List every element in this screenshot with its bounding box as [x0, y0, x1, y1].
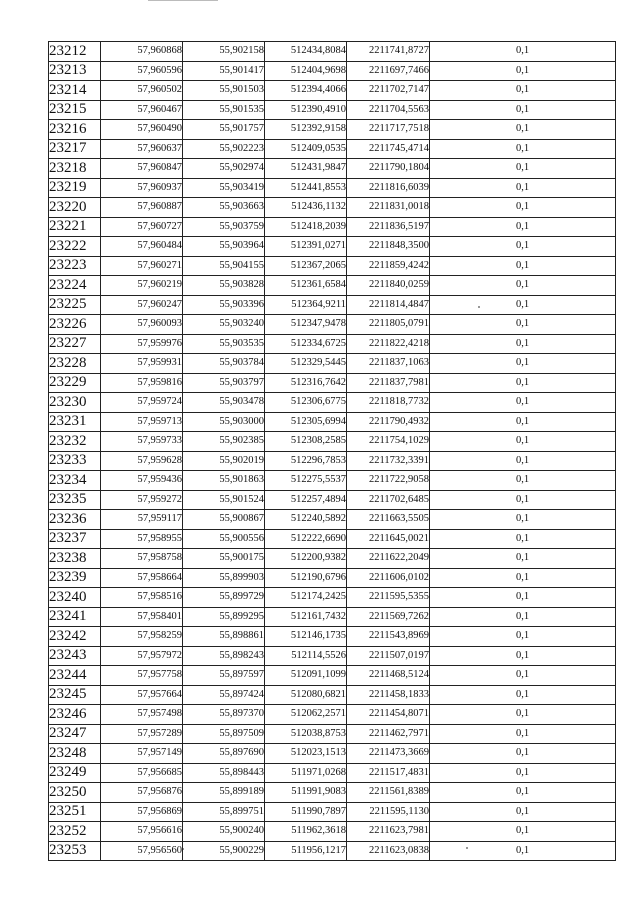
y-coordinate-cell: 2211816,6039 — [347, 178, 430, 198]
point-number-cell: 23230 — [49, 393, 101, 413]
y-coordinate-cell: 2211702,7147 — [347, 81, 430, 101]
x-coordinate-cell: 512316,7642 — [265, 373, 347, 393]
y-coordinate-cell: 2211848,3500 — [347, 237, 430, 257]
table-row — [49, 666, 616, 686]
x-coordinate-cell: 512364,9211 — [265, 295, 347, 315]
x-coordinate-cell: 512391,0271 — [265, 237, 347, 257]
table-row — [49, 510, 616, 530]
table-row — [49, 783, 616, 803]
latitude-cell: 57,960467 — [101, 100, 183, 120]
y-coordinate-cell: 2211754,1029 — [347, 432, 430, 452]
x-coordinate-cell: 512361,6584 — [265, 276, 347, 296]
longitude-cell: 55,899189 — [183, 783, 265, 803]
latitude-cell: 57,960247 — [101, 295, 183, 315]
coordinates-table — [48, 41, 616, 861]
table-row — [49, 276, 616, 296]
longitude-cell: 55,899751 — [183, 802, 265, 822]
x-coordinate-cell: 512190,6796 — [265, 568, 347, 588]
accuracy-cell: 0,1 — [430, 334, 616, 354]
longitude-cell: 55,903797 — [183, 373, 265, 393]
y-coordinate-cell: 2211517,4831 — [347, 763, 430, 783]
table-row — [49, 822, 616, 842]
latitude-cell: 57,958259 — [101, 627, 183, 647]
accuracy-cell: 0,1 — [430, 763, 616, 783]
latitude-cell: 57,957758 — [101, 666, 183, 686]
point-number-cell: 23212 — [49, 42, 101, 62]
table-row — [49, 100, 616, 120]
table-row — [49, 373, 616, 393]
x-coordinate-cell: 512436,1132 — [265, 198, 347, 218]
x-coordinate-cell: 512222,6690 — [265, 529, 347, 549]
point-number-cell: 23223 — [49, 256, 101, 276]
table-row — [49, 354, 616, 374]
point-number-cell: 23218 — [49, 159, 101, 179]
x-coordinate-cell: 512334,6725 — [265, 334, 347, 354]
latitude-cell: 57,958401 — [101, 607, 183, 627]
scan-artifact-line — [148, 0, 218, 1]
accuracy-cell: 0,1 — [430, 607, 616, 627]
y-coordinate-cell: 2211663,5505 — [347, 510, 430, 530]
longitude-cell: 55,897690 — [183, 744, 265, 764]
y-coordinate-cell: 2211595,1130 — [347, 802, 430, 822]
point-number-cell: 23219 — [49, 178, 101, 198]
y-coordinate-cell: 2211543,8969 — [347, 627, 430, 647]
x-coordinate-cell: 511991,9083 — [265, 783, 347, 803]
longitude-cell: 55,903478 — [183, 393, 265, 413]
y-coordinate-cell: 2211473,3669 — [347, 744, 430, 764]
table-row — [49, 198, 616, 218]
x-coordinate-cell: 512174,2425 — [265, 588, 347, 608]
table-row — [49, 744, 616, 764]
table-row — [49, 549, 616, 569]
y-coordinate-cell: 2211745,4714 — [347, 139, 430, 159]
accuracy-cell: 0,1 — [430, 120, 616, 140]
latitude-cell: 57,958516 — [101, 588, 183, 608]
y-coordinate-cell: 2211623,7981 — [347, 822, 430, 842]
accuracy-cell: 0,1 — [430, 529, 616, 549]
point-number-cell: 23241 — [49, 607, 101, 627]
x-coordinate-cell: 512434,8084 — [265, 42, 347, 62]
latitude-cell: 57,960271 — [101, 256, 183, 276]
y-coordinate-cell: 2211822,4218 — [347, 334, 430, 354]
table-row — [49, 724, 616, 744]
y-coordinate-cell: 2211859,4242 — [347, 256, 430, 276]
y-coordinate-cell: 2211722,9058 — [347, 471, 430, 491]
x-coordinate-cell: 512240,5892 — [265, 510, 347, 530]
longitude-cell: 55,902019 — [183, 451, 265, 471]
accuracy-cell: 0,1 — [430, 627, 616, 647]
x-coordinate-cell: 512367,2065 — [265, 256, 347, 276]
x-coordinate-cell: 512431,9847 — [265, 159, 347, 179]
accuracy-cell: 0,1 — [430, 451, 616, 471]
accuracy-cell: 0,1 — [430, 822, 616, 842]
x-coordinate-cell: 512308,2585 — [265, 432, 347, 452]
accuracy-cell: 0,1 — [430, 412, 616, 432]
point-number-cell: 23231 — [49, 412, 101, 432]
accuracy-cell: 0,1 — [430, 159, 616, 179]
latitude-cell: 57,960637 — [101, 139, 183, 159]
y-coordinate-cell: 2211623,0838 — [347, 841, 430, 861]
y-coordinate-cell: 2211840,0259 — [347, 276, 430, 296]
y-coordinate-cell: 2211697,7466 — [347, 61, 430, 81]
longitude-cell: 55,903663 — [183, 198, 265, 218]
accuracy-cell: 0,1 — [430, 432, 616, 452]
table-row — [49, 432, 616, 452]
table-row — [49, 607, 616, 627]
point-number-cell: 23233 — [49, 451, 101, 471]
y-coordinate-cell: 2211818,7732 — [347, 393, 430, 413]
point-number-cell: 23242 — [49, 627, 101, 647]
accuracy-cell: 0,1 — [430, 705, 616, 725]
latitude-cell: 57,960219 — [101, 276, 183, 296]
point-number-cell: 23232 — [49, 432, 101, 452]
longitude-cell: 55,900240 — [183, 822, 265, 842]
latitude-cell: 57,959272 — [101, 490, 183, 510]
point-number-cell: 23217 — [49, 139, 101, 159]
latitude-cell: 57,960937 — [101, 178, 183, 198]
x-coordinate-cell: 512257,4894 — [265, 490, 347, 510]
point-number-cell: 23249 — [49, 763, 101, 783]
point-number-cell: 23216 — [49, 120, 101, 140]
longitude-cell: 55,903828 — [183, 276, 265, 296]
latitude-cell: 57,960727 — [101, 217, 183, 237]
accuracy-cell: 0,1 — [430, 490, 616, 510]
point-number-cell: 23222 — [49, 237, 101, 257]
latitude-cell: 57,960093 — [101, 315, 183, 335]
point-number-cell: 23226 — [49, 315, 101, 335]
y-coordinate-cell: 2211569,7262 — [347, 607, 430, 627]
accuracy-cell: 0,1 — [430, 510, 616, 530]
table-row — [49, 802, 616, 822]
latitude-cell: 57,956560 — [101, 841, 183, 861]
x-coordinate-cell: 512347,9478 — [265, 315, 347, 335]
latitude-cell: 57,960490 — [101, 120, 183, 140]
accuracy-cell: 0,1 — [430, 81, 616, 101]
latitude-cell: 57,959713 — [101, 412, 183, 432]
table-row — [49, 81, 616, 101]
longitude-cell: 55,897509 — [183, 724, 265, 744]
latitude-cell: 57,960868 — [101, 42, 183, 62]
accuracy-cell: 0,1 — [430, 724, 616, 744]
x-coordinate-cell: 511990,7897 — [265, 802, 347, 822]
latitude-cell: 57,959436 — [101, 471, 183, 491]
table-row — [49, 159, 616, 179]
longitude-cell: 55,899903 — [183, 568, 265, 588]
accuracy-cell: 0,1 — [430, 744, 616, 764]
longitude-cell: 55,903240 — [183, 315, 265, 335]
y-coordinate-cell: 2211805,0791 — [347, 315, 430, 335]
x-coordinate-cell: 512296,7853 — [265, 451, 347, 471]
latitude-cell: 57,957498 — [101, 705, 183, 725]
longitude-cell: 55,902158 — [183, 42, 265, 62]
accuracy-cell: 0,1 — [430, 42, 616, 62]
point-number-cell: 23238 — [49, 549, 101, 569]
longitude-cell: 55,901503 — [183, 81, 265, 101]
x-coordinate-cell: 512392,9158 — [265, 120, 347, 140]
accuracy-cell: 0,1 — [430, 237, 616, 257]
x-coordinate-cell: 512329,5445 — [265, 354, 347, 374]
longitude-cell: 55,903784 — [183, 354, 265, 374]
x-coordinate-cell: 512275,5537 — [265, 471, 347, 491]
longitude-cell: 55,902974 — [183, 159, 265, 179]
table-row — [49, 61, 616, 81]
longitude-cell: 55,898243 — [183, 646, 265, 666]
table-row — [49, 568, 616, 588]
table-row — [49, 315, 616, 335]
point-number-cell: 23245 — [49, 685, 101, 705]
table-row — [49, 42, 616, 62]
latitude-cell: 57,956876 — [101, 783, 183, 803]
latitude-cell: 57,958955 — [101, 529, 183, 549]
table-row — [49, 334, 616, 354]
longitude-cell: 55,901863 — [183, 471, 265, 491]
point-number-cell: 23237 — [49, 529, 101, 549]
y-coordinate-cell: 2211454,8071 — [347, 705, 430, 725]
accuracy-cell: 0,1 — [430, 100, 616, 120]
point-number-cell: 23246 — [49, 705, 101, 725]
accuracy-cell: 0,1 — [430, 685, 616, 705]
accuracy-cell: 0,1 — [430, 393, 616, 413]
accuracy-cell: 0,1 — [430, 802, 616, 822]
point-number-cell: 23225 — [49, 295, 101, 315]
y-coordinate-cell: 2211458,1833 — [347, 685, 430, 705]
y-coordinate-cell: 2211606,0102 — [347, 568, 430, 588]
y-coordinate-cell: 2211741,8727 — [347, 42, 430, 62]
accuracy-cell: 0,1 — [430, 666, 616, 686]
point-number-cell: 23243 — [49, 646, 101, 666]
table-row — [49, 627, 616, 647]
longitude-cell: 55,903759 — [183, 217, 265, 237]
accuracy-cell: 0,1 — [430, 217, 616, 237]
y-coordinate-cell: 2211507,0197 — [347, 646, 430, 666]
latitude-cell: 57,957664 — [101, 685, 183, 705]
table-row — [49, 237, 616, 257]
y-coordinate-cell: 2211837,1063 — [347, 354, 430, 374]
y-coordinate-cell: 2211622,2049 — [347, 549, 430, 569]
longitude-cell: 55,899729 — [183, 588, 265, 608]
longitude-cell: 55,901535 — [183, 100, 265, 120]
point-number-cell: 23229 — [49, 373, 101, 393]
point-number-cell: 23228 — [49, 354, 101, 374]
latitude-cell: 57,960484 — [101, 237, 183, 257]
x-coordinate-cell: 512306,6775 — [265, 393, 347, 413]
latitude-cell: 57,959733 — [101, 432, 183, 452]
x-coordinate-cell: 512038,8753 — [265, 724, 347, 744]
point-number-cell: 23227 — [49, 334, 101, 354]
point-number-cell: 23220 — [49, 198, 101, 218]
y-coordinate-cell: 2211595,5355 — [347, 588, 430, 608]
point-number-cell: 23248 — [49, 744, 101, 764]
y-coordinate-cell: 2211790,4932 — [347, 412, 430, 432]
longitude-cell: 55,899295 — [183, 607, 265, 627]
accuracy-cell: 0,1 — [430, 354, 616, 374]
latitude-cell: 57,960887 — [101, 198, 183, 218]
y-coordinate-cell: 2211790,1804 — [347, 159, 430, 179]
x-coordinate-cell: 512091,1099 — [265, 666, 347, 686]
table-row — [49, 295, 616, 315]
longitude-cell: 55,900867 — [183, 510, 265, 530]
table-row — [49, 412, 616, 432]
point-number-cell: 23251 — [49, 802, 101, 822]
table-row — [49, 763, 616, 783]
x-coordinate-cell: 512080,6821 — [265, 685, 347, 705]
longitude-cell: 55,897597 — [183, 666, 265, 686]
x-coordinate-cell: 512114,5526 — [265, 646, 347, 666]
point-number-cell: 23213 — [49, 61, 101, 81]
longitude-cell: 55,900556 — [183, 529, 265, 549]
latitude-cell: 57,960847 — [101, 159, 183, 179]
accuracy-cell: 0,1 — [430, 646, 616, 666]
longitude-cell: 55,898443 — [183, 763, 265, 783]
y-coordinate-cell: 2211468,5124 — [347, 666, 430, 686]
table-row — [49, 393, 616, 413]
table-row — [49, 139, 616, 159]
y-coordinate-cell: 2211836,5197 — [347, 217, 430, 237]
latitude-cell: 57,956869 — [101, 802, 183, 822]
y-coordinate-cell: 2211645,0021 — [347, 529, 430, 549]
x-coordinate-cell: 512441,8553 — [265, 178, 347, 198]
longitude-cell: 55,901417 — [183, 61, 265, 81]
latitude-cell: 57,958664 — [101, 568, 183, 588]
point-number-cell: 23252 — [49, 822, 101, 842]
y-coordinate-cell: 2211732,3391 — [347, 451, 430, 471]
longitude-cell: 55,903535 — [183, 334, 265, 354]
point-number-cell: 23250 — [49, 783, 101, 803]
accuracy-cell: 0,1 — [430, 315, 616, 335]
point-number-cell: 23247 — [49, 724, 101, 744]
latitude-cell: 57,956685 — [101, 763, 183, 783]
latitude-cell: 57,956616 — [101, 822, 183, 842]
accuracy-cell: 0,1 — [430, 568, 616, 588]
y-coordinate-cell: 2211717,7518 — [347, 120, 430, 140]
x-coordinate-cell: 512062,2571 — [265, 705, 347, 725]
longitude-cell: 55,902385 — [183, 432, 265, 452]
latitude-cell: 57,958758 — [101, 549, 183, 569]
accuracy-cell: 0,1 — [430, 373, 616, 393]
x-coordinate-cell: 512146,1735 — [265, 627, 347, 647]
table-row — [49, 529, 616, 549]
point-number-cell: 23236 — [49, 510, 101, 530]
y-coordinate-cell: 2211831,0018 — [347, 198, 430, 218]
x-coordinate-cell: 512418,2039 — [265, 217, 347, 237]
accuracy-cell: 0,1 — [430, 295, 616, 315]
x-coordinate-cell: 512390,4910 — [265, 100, 347, 120]
longitude-cell: 55,900175 — [183, 549, 265, 569]
longitude-cell: 55,898861 — [183, 627, 265, 647]
x-coordinate-cell: 512161,7432 — [265, 607, 347, 627]
x-coordinate-cell: 511971,0268 — [265, 763, 347, 783]
point-number-cell: 23240 — [49, 588, 101, 608]
point-number-cell: 23235 — [49, 490, 101, 510]
table-row — [49, 490, 616, 510]
y-coordinate-cell: 2211462,7971 — [347, 724, 430, 744]
point-number-cell: 23224 — [49, 276, 101, 296]
point-number-cell: 23239 — [49, 568, 101, 588]
x-coordinate-cell: 512305,6994 — [265, 412, 347, 432]
longitude-cell: 55,903964 — [183, 237, 265, 257]
latitude-cell: 57,959628 — [101, 451, 183, 471]
longitude-cell: 55,901757 — [183, 120, 265, 140]
latitude-cell: 57,957289 — [101, 724, 183, 744]
longitude-cell: 55,900229 — [183, 841, 265, 861]
coordinates-table-body — [49, 42, 616, 861]
x-coordinate-cell: 511956,1217 — [265, 841, 347, 861]
latitude-cell: 57,959117 — [101, 510, 183, 530]
longitude-cell: 55,902223 — [183, 139, 265, 159]
accuracy-cell: 0,1 — [430, 256, 616, 276]
table-row — [49, 451, 616, 471]
latitude-cell: 57,960502 — [101, 81, 183, 101]
y-coordinate-cell: 2211837,7981 — [347, 373, 430, 393]
latitude-cell: 57,957972 — [101, 646, 183, 666]
accuracy-cell: 0,1 — [430, 198, 616, 218]
x-coordinate-cell: 511962,3618 — [265, 822, 347, 842]
y-coordinate-cell: 2211561,8389 — [347, 783, 430, 803]
y-coordinate-cell: 2211702,6485 — [347, 490, 430, 510]
accuracy-cell: 0,1 — [430, 549, 616, 569]
latitude-cell: 57,959976 — [101, 334, 183, 354]
table-row — [49, 471, 616, 491]
x-coordinate-cell: 512404,9698 — [265, 61, 347, 81]
table-row — [49, 178, 616, 198]
point-number-cell: 23214 — [49, 81, 101, 101]
longitude-cell: 55,904155 — [183, 256, 265, 276]
longitude-cell: 55,897424 — [183, 685, 265, 705]
longitude-cell: 55,897370 — [183, 705, 265, 725]
latitude-cell: 57,957149 — [101, 744, 183, 764]
x-coordinate-cell: 512394,4066 — [265, 81, 347, 101]
latitude-cell: 57,959816 — [101, 373, 183, 393]
longitude-cell: 55,901524 — [183, 490, 265, 510]
x-coordinate-cell: 512200,9382 — [265, 549, 347, 569]
table-row — [49, 841, 616, 861]
table-row — [49, 685, 616, 705]
latitude-cell: 57,959724 — [101, 393, 183, 413]
y-coordinate-cell: 2211704,5563 — [347, 100, 430, 120]
table-row — [49, 120, 616, 140]
latitude-cell: 57,960596 — [101, 61, 183, 81]
table-row — [49, 588, 616, 608]
accuracy-cell: 0,1 — [430, 61, 616, 81]
point-number-cell: 23221 — [49, 217, 101, 237]
y-coordinate-cell: 2211814,4847 — [347, 295, 430, 315]
accuracy-cell: 0,1 — [430, 139, 616, 159]
accuracy-cell: 0,1 — [430, 783, 616, 803]
table-row — [49, 217, 616, 237]
accuracy-cell: 0,1 — [430, 841, 616, 861]
longitude-cell: 55,903396 — [183, 295, 265, 315]
accuracy-cell: 0,1 — [430, 178, 616, 198]
latitude-cell: 57,959931 — [101, 354, 183, 374]
point-number-cell: 23253 — [49, 841, 101, 861]
table-row — [49, 646, 616, 666]
accuracy-cell: 0,1 — [430, 588, 616, 608]
longitude-cell: 55,903000 — [183, 412, 265, 432]
table-row — [49, 256, 616, 276]
table-row — [49, 705, 616, 725]
x-coordinate-cell: 512409,0535 — [265, 139, 347, 159]
point-number-cell: 23234 — [49, 471, 101, 491]
x-coordinate-cell: 512023,1513 — [265, 744, 347, 764]
longitude-cell: 55,903419 — [183, 178, 265, 198]
accuracy-cell: 0,1 — [430, 471, 616, 491]
point-number-cell: 23244 — [49, 666, 101, 686]
accuracy-cell: 0,1 — [430, 276, 616, 296]
point-number-cell: 23215 — [49, 100, 101, 120]
